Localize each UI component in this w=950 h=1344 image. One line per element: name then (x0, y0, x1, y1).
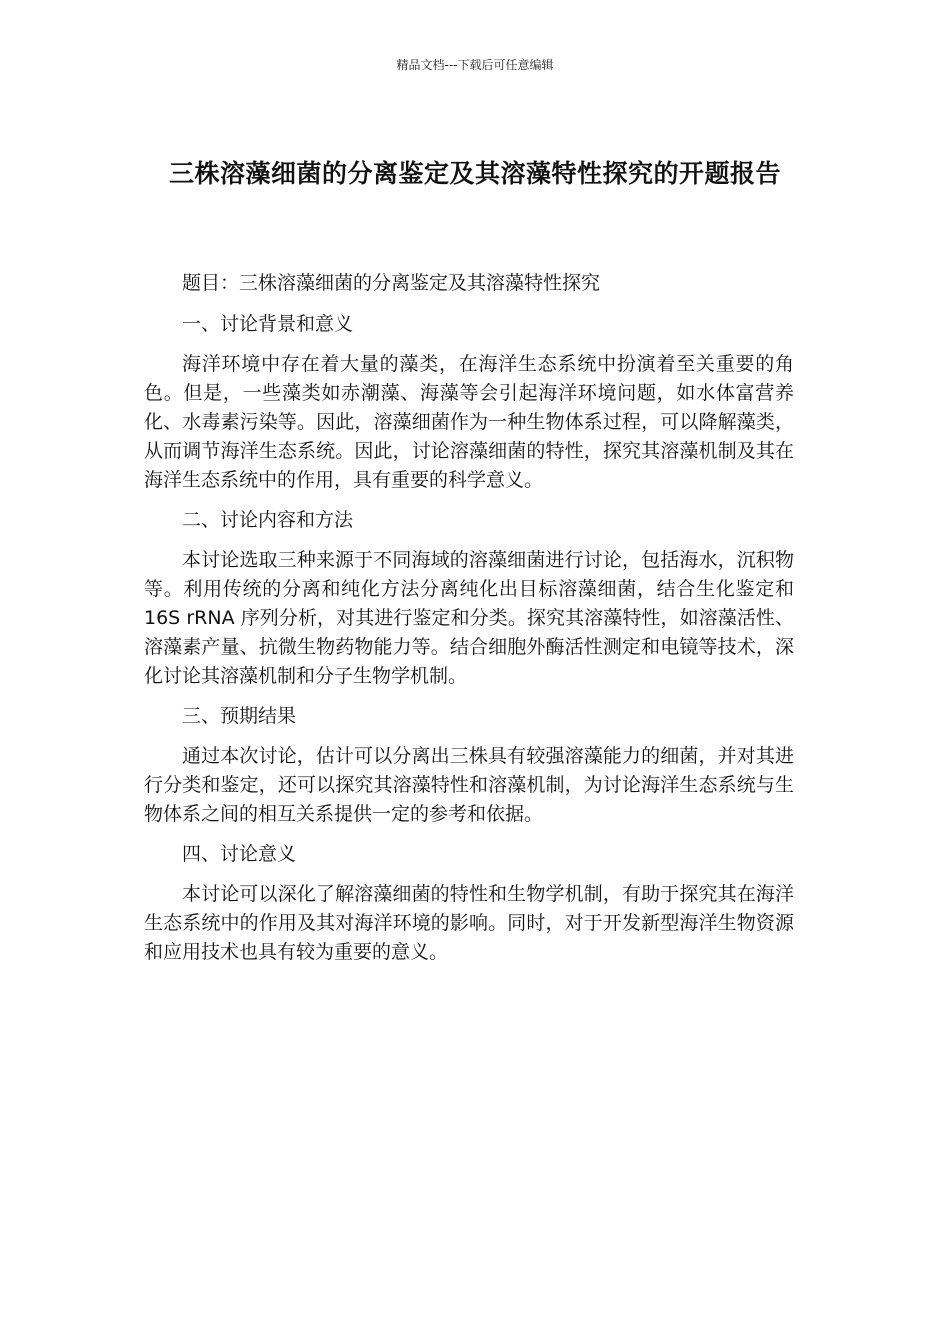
section-body-background: 海洋环境中存在着大量的藻类，在海洋生态系统中扮演着至关重要的角色。但是，一些藻类如赤潮藻、海藻等会引起海洋环境问题，如水体富营养化、水毒素污染等。因此，溶藻细菌作为一种生物体系过程，可以降解藻类，从而调节海洋生态系统。因此，讨论溶藻细菌的特性，探究其溶藻机制及其在海洋生态系统中的作用，具有重要的科学意义。 (144, 353, 794, 491)
topic-line: 题目：三株溶藻细菌的分离鉴定及其溶藻特性探究 (182, 272, 601, 294)
section-heading-background: 一、讨论背景和意义 (182, 313, 354, 335)
section-body-significance: 本讨论可以深化了解溶藻细菌的特性和生物学机制，有助于探究其在海洋生态系统中的作用及其对海洋环境的影响。同时，对于开发新型海洋生物资源和应用技术也具有较为重要的意义。 (144, 883, 794, 963)
document-body (144, 268, 794, 977)
section-body-expected-results: 通过本次讨论，估计可以分离出三株具有较强溶藻能力的细菌，并对其进行分类和鉴定，还可以探究其溶藻特性和溶藻机制，为讨论海洋生态系统与生物体系之间的相互关系提供一定的参考和依据。 (144, 745, 794, 825)
section-heading-content-methods: 二、讨论内容和方法 (182, 509, 354, 531)
section-heading-significance: 四、讨论意义 (182, 843, 297, 865)
section-body-content-methods: 本讨论选取三种来源于不同海域的溶藻细菌进行讨论，包括海水，沉积物等。利用传统的分离和纯化方法分离纯化出目标溶藻细菌，结合生化鉴定和 16S rRNA 序列分析，对其进行鉴定和分类。探究其溶藻特性，如溶藻活性、溶藻素产量、抗微生物药物能力等。结合细胞外酶活性测定和电镜等技术，深化讨论其溶藻机制和分子生物学机制。 (144, 549, 794, 687)
section-heading-expected-results: 三、预期结果 (182, 705, 297, 727)
page-header: 精品文档---下载后可任意编辑 (396, 58, 554, 72)
document-title: 三株溶藻细菌的分离鉴定及其溶藻特性探究的开题报告 (168, 158, 781, 188)
